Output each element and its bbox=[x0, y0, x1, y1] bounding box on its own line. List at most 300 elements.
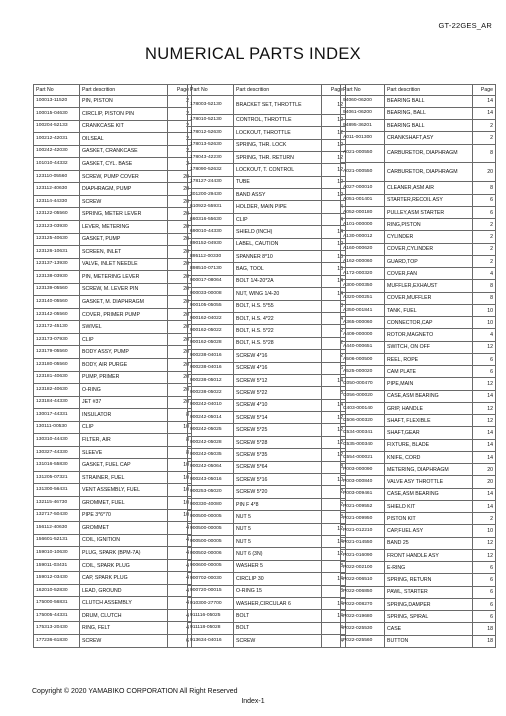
table-row bbox=[188, 560, 346, 572]
part-description: COIL, SPARK PLUG bbox=[80, 559, 168, 572]
part-description: BODY, AIR PURGE bbox=[80, 358, 168, 371]
part-number: 162010-52830 bbox=[34, 584, 80, 597]
part-number: 100242-42030 bbox=[34, 145, 80, 158]
part-number: 898510-07130 bbox=[188, 263, 234, 275]
part-description: GRIP, HANDLE bbox=[385, 402, 473, 414]
part-number: 123182-40630 bbox=[34, 384, 80, 397]
parts-table-3 bbox=[340, 84, 496, 648]
part-description: PAWL, STARTER bbox=[385, 586, 473, 598]
part-description: VALVE, INLET NEEDLE bbox=[80, 258, 168, 271]
part-description: BOLT, H.S. 4*22 bbox=[234, 312, 322, 324]
page-ref: 14 bbox=[322, 288, 346, 300]
header-description: Part descrition bbox=[385, 85, 473, 96]
part-number: A101-000000 bbox=[341, 219, 385, 231]
table-row bbox=[34, 609, 192, 622]
part-number: 900238-04016 bbox=[188, 362, 234, 374]
part-number: C535-000340 bbox=[341, 439, 385, 451]
table-row bbox=[341, 268, 496, 280]
table-row bbox=[341, 243, 496, 255]
table-row bbox=[341, 537, 496, 549]
table-row bbox=[188, 176, 346, 188]
page-ref: 12 bbox=[322, 164, 346, 176]
copyright-text: Copyright © 2020 YAMABIKO CORPORATION All Right Reserved bbox=[32, 688, 238, 695]
page-ref: 4 bbox=[322, 312, 346, 324]
page-ref: 2 bbox=[168, 145, 192, 158]
table-row bbox=[34, 308, 192, 321]
part-description: SCREW 5*25 bbox=[234, 424, 322, 436]
page-ref: 20 bbox=[168, 271, 192, 284]
page-ref: 4 bbox=[168, 597, 192, 610]
part-description: PULLEY,ASM STARTER bbox=[385, 206, 473, 218]
page-ref: 8 bbox=[168, 434, 192, 447]
table-row bbox=[188, 350, 346, 362]
part-description: INSULATOR bbox=[80, 409, 168, 422]
page-ref: 14 bbox=[473, 451, 496, 463]
part-description: GASKET, FUEL CAP bbox=[80, 459, 168, 472]
page-ref: 4 bbox=[322, 213, 346, 225]
part-description: BOLT bbox=[234, 622, 322, 634]
part-description: PIN, METERING LEVER bbox=[80, 271, 168, 284]
table-row bbox=[188, 251, 346, 263]
part-description: LEAD, GROUND bbox=[80, 584, 168, 597]
part-description: NUT, WING 1/4-20 bbox=[234, 288, 322, 300]
table-row bbox=[341, 549, 496, 561]
part-number: 900330-40080 bbox=[188, 498, 234, 510]
part-description: SCREW 4*16 bbox=[234, 362, 322, 374]
part-description: PIPE,MAIN bbox=[385, 378, 473, 390]
part-description: SWIVEL bbox=[80, 321, 168, 334]
page-ref: 8 bbox=[322, 461, 346, 473]
part-description: SCREW bbox=[80, 195, 168, 208]
page-ref: 2 bbox=[473, 120, 496, 132]
part-number: 123172-45130 bbox=[34, 321, 80, 334]
page-ref: 14 bbox=[473, 488, 496, 500]
part-number: P003-000090 bbox=[341, 464, 385, 476]
part-number: A011-001300 bbox=[341, 132, 385, 144]
part-description: STRAINER, FUEL bbox=[80, 471, 168, 484]
part-number: P021-012210 bbox=[341, 525, 385, 537]
page-ref: 4 bbox=[168, 547, 192, 560]
part-number: C506-000320 bbox=[341, 415, 385, 427]
page-ref: 20 bbox=[168, 246, 192, 259]
part-description: RING, FELT bbox=[80, 622, 168, 635]
part-description: CLIP bbox=[234, 213, 322, 225]
part-description: CIRCLIP, PISTON PIN bbox=[80, 108, 168, 121]
part-number: 178003-52130 bbox=[188, 95, 234, 114]
page-ref: 12 bbox=[473, 402, 496, 414]
table-row bbox=[188, 114, 346, 126]
part-number: P022-025530 bbox=[341, 623, 385, 635]
part-number: 177236-61830 bbox=[34, 635, 80, 648]
part-description: O-RING bbox=[80, 384, 168, 397]
part-number: 131300-56431 bbox=[34, 484, 80, 497]
page-ref: 10 bbox=[168, 509, 192, 522]
part-number: 178010-52130 bbox=[188, 114, 234, 126]
page-ref: 4 bbox=[473, 268, 496, 280]
part-number: 123142-05560 bbox=[34, 308, 80, 321]
page-ref: 14 bbox=[322, 536, 346, 548]
table-row bbox=[188, 201, 346, 213]
page-ref: 4 bbox=[322, 201, 346, 213]
table-row bbox=[341, 353, 496, 365]
part-description: LOCKOUT, T. CONTROL bbox=[234, 164, 322, 176]
page-ref: 8 bbox=[473, 182, 496, 194]
part-description: VALVE ASY THROTTLE bbox=[385, 476, 473, 488]
part-number: 900033-00008 bbox=[188, 288, 234, 300]
part-description: SCREEN, INLET bbox=[80, 246, 168, 259]
table-row bbox=[341, 206, 496, 218]
page-ref: 2 bbox=[473, 255, 496, 267]
page-ref: 14 bbox=[473, 390, 496, 402]
part-description: BODY ASSY, PUMP bbox=[80, 346, 168, 359]
table-row bbox=[34, 170, 192, 183]
table-row bbox=[341, 194, 496, 206]
part-description: REEL, ROPE bbox=[385, 353, 473, 365]
part-description: SPRING, RETURN bbox=[385, 574, 473, 586]
part-description: SCREW bbox=[234, 635, 322, 647]
table-row bbox=[341, 598, 496, 610]
part-description: TUBE bbox=[234, 176, 322, 188]
page-ref: 12 bbox=[473, 378, 496, 390]
table-row bbox=[34, 559, 192, 572]
part-number: 156112-40630 bbox=[34, 522, 80, 535]
part-number: 900162-05022 bbox=[188, 325, 234, 337]
part-description: SCREW bbox=[80, 635, 168, 648]
part-description: CAM PLATE bbox=[385, 366, 473, 378]
table-row bbox=[34, 133, 192, 146]
part-number: 123122-05560 bbox=[34, 208, 80, 221]
table-row bbox=[188, 226, 346, 238]
table-row bbox=[34, 622, 192, 635]
part-number: P022-002100 bbox=[341, 562, 385, 574]
table-row bbox=[34, 371, 192, 384]
part-number: 123112-40630 bbox=[34, 183, 80, 196]
table-row bbox=[188, 449, 346, 461]
part-description: BAG, TOOL bbox=[234, 263, 322, 275]
part-number: P003-009461 bbox=[341, 488, 385, 500]
part-number: 175005-44331 bbox=[34, 609, 80, 622]
page-ref: 20 bbox=[473, 476, 496, 488]
part-number: 156601-52131 bbox=[34, 534, 80, 547]
part-number: P022-025560 bbox=[341, 635, 385, 647]
part-number: 910300-27700 bbox=[188, 597, 234, 609]
page-ref: 14 bbox=[473, 439, 496, 451]
part-number: 900600-00005 bbox=[188, 560, 234, 572]
part-description: LOCKOUT, THROTTLE bbox=[234, 127, 322, 139]
table-row bbox=[341, 95, 496, 107]
header-description: Part descrition bbox=[80, 85, 168, 96]
part-number: 100013-11520 bbox=[34, 95, 80, 108]
part-description: MUFFLER,EXHAUST bbox=[385, 280, 473, 292]
part-number: C056-000020 bbox=[341, 390, 385, 402]
part-number: P022-006850 bbox=[341, 586, 385, 598]
table-row bbox=[341, 219, 496, 231]
part-number: 178090-52632 bbox=[188, 164, 234, 176]
page-ref: 8 bbox=[322, 300, 346, 312]
part-description: CARBURETOR, DIAPHRAGM bbox=[385, 163, 473, 182]
page-ref: 2 bbox=[322, 325, 346, 337]
table-row bbox=[188, 573, 346, 585]
page-ref: 2 bbox=[322, 350, 346, 362]
table-row bbox=[188, 263, 346, 275]
table-row bbox=[341, 464, 496, 476]
table-row bbox=[341, 132, 496, 144]
part-number: C554-000021 bbox=[341, 451, 385, 463]
part-number: 900242-05025 bbox=[188, 424, 234, 436]
page-ref: 2 bbox=[473, 219, 496, 231]
page-ref: 14 bbox=[322, 573, 346, 585]
part-description: CASE,ASM BEARING bbox=[385, 488, 473, 500]
table-row bbox=[34, 158, 192, 171]
table-row bbox=[34, 509, 192, 522]
page-number: Index-1 bbox=[241, 698, 265, 705]
part-description: LABEL, CAUTION bbox=[234, 238, 322, 250]
part-number: 900242-05035 bbox=[188, 449, 234, 461]
table-row bbox=[188, 312, 346, 324]
page-ref: 14 bbox=[473, 427, 496, 439]
part-description: BEARING, BALL bbox=[385, 107, 473, 119]
part-number: 911118-05028 bbox=[188, 622, 234, 634]
page-ref: 8 bbox=[322, 560, 346, 572]
table-row bbox=[341, 144, 496, 163]
part-number: P021-009950 bbox=[341, 513, 385, 525]
part-number: 900702-00030 bbox=[188, 573, 234, 585]
part-number: A350-001841 bbox=[341, 304, 385, 316]
part-description: BAND 25 bbox=[385, 537, 473, 549]
part-number: 123114-44330 bbox=[34, 195, 80, 208]
part-description: PIPE 3*6*70 bbox=[80, 509, 168, 522]
part-number: 178127-24430 bbox=[188, 176, 234, 188]
part-description: SCREW 5*35 bbox=[234, 449, 322, 461]
part-number: 159010-10630 bbox=[34, 547, 80, 560]
page-ref: 20 bbox=[168, 346, 192, 359]
table-row bbox=[188, 523, 346, 535]
table-row bbox=[188, 610, 346, 622]
part-number: 175000-56831 bbox=[34, 597, 80, 610]
page-ref: 6 bbox=[473, 598, 496, 610]
part-number: A051-001401 bbox=[341, 194, 385, 206]
table-row bbox=[34, 446, 192, 459]
part-number: 900242-04010 bbox=[188, 399, 234, 411]
table-row bbox=[341, 163, 496, 182]
page-ref: 10 bbox=[168, 471, 192, 484]
part-number: 900502-00006 bbox=[188, 548, 234, 560]
part-number: 900500-00005 bbox=[188, 536, 234, 548]
table-row bbox=[188, 498, 346, 510]
table-row bbox=[188, 151, 346, 163]
part-description: O-RING 15 bbox=[234, 585, 322, 597]
table-row bbox=[34, 120, 192, 133]
part-number: A160-000620 bbox=[341, 243, 385, 255]
part-description: HOLDER, MAIN PIPE bbox=[234, 201, 322, 213]
part-description: BOLT, H.S. 5*55 bbox=[234, 300, 322, 312]
table-row bbox=[34, 258, 192, 271]
page-ref: 8 bbox=[473, 292, 496, 304]
page-ref: 20 bbox=[168, 296, 192, 309]
part-description: BOLT, H.S. 5*22 bbox=[234, 325, 322, 337]
part-number: P022-008270 bbox=[341, 598, 385, 610]
part-number: A440-000651 bbox=[341, 341, 385, 353]
table-row bbox=[188, 597, 346, 609]
page-ref: 14 bbox=[473, 95, 496, 107]
part-description: SPANNER 8*10 bbox=[234, 251, 322, 263]
table-row bbox=[341, 476, 496, 488]
page-ref: 2 bbox=[168, 158, 192, 171]
table-row bbox=[188, 461, 346, 473]
part-number: 123125-40630 bbox=[34, 233, 80, 246]
table-row bbox=[188, 474, 346, 486]
page-ref: 6 bbox=[473, 562, 496, 574]
table-row bbox=[341, 120, 496, 132]
part-description: SCREW, PUMP COVER bbox=[80, 170, 168, 183]
part-number: A525-000020 bbox=[341, 366, 385, 378]
part-number: A409-000000 bbox=[341, 329, 385, 341]
part-description: SLEEVE bbox=[80, 446, 168, 459]
page-ref: 8 bbox=[168, 409, 192, 422]
part-number: 900242-05028 bbox=[188, 436, 234, 448]
table-row bbox=[341, 439, 496, 451]
page-ref: 4 bbox=[168, 584, 192, 597]
part-number: 900105-05055 bbox=[188, 300, 234, 312]
page-ref: 12 bbox=[322, 238, 346, 250]
header-page: Page bbox=[168, 85, 192, 96]
part-description: CLIP bbox=[80, 421, 168, 434]
part-number: 100015-04630 bbox=[34, 108, 80, 121]
page-ref: 2 bbox=[168, 108, 192, 121]
table-row bbox=[34, 459, 192, 472]
page-ref: 20 bbox=[168, 208, 192, 221]
part-description: GUARD,TOP bbox=[385, 255, 473, 267]
part-description: STARTER,RECOIL ASY bbox=[385, 194, 473, 206]
table-row bbox=[341, 513, 496, 525]
table-row bbox=[341, 525, 496, 537]
part-description: SHAFT,GEAR bbox=[385, 427, 473, 439]
part-description: BRACKET SET, THROTTLE bbox=[234, 95, 322, 114]
page-ref: 8 bbox=[322, 511, 346, 523]
page-ref: 20 bbox=[168, 233, 192, 246]
part-description: GASKET, CYL. BASE bbox=[80, 158, 168, 171]
part-number: 159011-03431 bbox=[34, 559, 80, 572]
table-row bbox=[34, 346, 192, 359]
part-description: COVER, PRIMER PUMP bbox=[80, 308, 168, 321]
part-description: DRUM, CLUTCH bbox=[80, 609, 168, 622]
page-ref: 4 bbox=[168, 609, 192, 622]
part-number: A300-000350 bbox=[341, 280, 385, 292]
page-ref: 18 bbox=[473, 623, 496, 635]
table-row bbox=[341, 231, 496, 243]
table-row bbox=[188, 127, 346, 139]
table-row bbox=[341, 586, 496, 598]
part-description: SCREW 5*16 bbox=[234, 474, 322, 486]
header-part-no: Part No bbox=[34, 85, 80, 96]
page-ref: 16 bbox=[322, 251, 346, 263]
part-number: 900243-05016 bbox=[188, 474, 234, 486]
page-ref: 20 bbox=[168, 321, 192, 334]
part-description: COVER,MUFFLER bbox=[385, 292, 473, 304]
part-number: 178013-52630 bbox=[188, 139, 234, 151]
page-ref: 12 bbox=[473, 537, 496, 549]
table-row bbox=[188, 238, 346, 250]
page-ref: 6 bbox=[473, 194, 496, 206]
part-description: GASKET, PUMP bbox=[80, 233, 168, 246]
part-description: SCREW 5*14 bbox=[234, 412, 322, 424]
part-number: 123181-40630 bbox=[34, 371, 80, 384]
part-description: OILSEAL bbox=[80, 133, 168, 146]
page-ref: 20 bbox=[473, 464, 496, 476]
part-number: 900238-05012 bbox=[188, 374, 234, 386]
page-ref: 12 bbox=[322, 424, 346, 436]
part-description: GROMMET bbox=[80, 522, 168, 535]
part-number: 900238-04016 bbox=[188, 350, 234, 362]
part-number: 123138-03930 bbox=[34, 271, 80, 284]
part-number: A052-000180 bbox=[341, 206, 385, 218]
page-ref: 14 bbox=[322, 610, 346, 622]
table-row bbox=[188, 511, 346, 523]
page-ref: 6 bbox=[168, 635, 192, 648]
page-ref: 8 bbox=[168, 446, 192, 459]
part-description: PIN F 4*8 bbox=[234, 498, 322, 510]
part-number: 100204-52133 bbox=[34, 120, 80, 133]
part-description: SPRING,DAMPER bbox=[385, 598, 473, 610]
part-number: A506-000500 bbox=[341, 353, 385, 365]
table-row bbox=[341, 366, 496, 378]
page-ref: 2 bbox=[322, 486, 346, 498]
table-row bbox=[341, 500, 496, 512]
page-ref: 20 bbox=[168, 396, 192, 409]
part-number: 301200-29430 bbox=[188, 189, 234, 201]
page-ref: 20 bbox=[168, 195, 192, 208]
part-description: NUT 5 bbox=[234, 523, 322, 535]
part-description: CASE bbox=[385, 623, 473, 635]
table-row bbox=[34, 572, 192, 585]
page-title: NUMERICAL PARTS INDEX bbox=[145, 45, 361, 63]
table-row bbox=[34, 95, 192, 108]
table-row bbox=[34, 208, 192, 221]
page-ref: 14 bbox=[322, 597, 346, 609]
page-ref: 2 bbox=[473, 243, 496, 255]
part-number: 900238-05022 bbox=[188, 387, 234, 399]
part-number: 895112-00330 bbox=[188, 251, 234, 263]
part-number: 178043-42230 bbox=[188, 151, 234, 163]
part-description: COVER,CYLINDER bbox=[385, 243, 473, 255]
part-description: PIN, PISTON bbox=[80, 95, 168, 108]
part-description: WASHER 5 bbox=[234, 560, 322, 572]
page-ref: 12 bbox=[322, 449, 346, 461]
table-row bbox=[34, 246, 192, 259]
table-row bbox=[341, 402, 496, 414]
page-ref: 10 bbox=[168, 421, 192, 434]
part-number: 132717-50430 bbox=[34, 509, 80, 522]
table-row bbox=[188, 362, 346, 374]
page-ref: 4 bbox=[168, 622, 192, 635]
part-description: CLUTCH ASSEMBLY bbox=[80, 597, 168, 610]
part-number: 900162-04022 bbox=[188, 312, 234, 324]
part-number: 690010-44330 bbox=[188, 226, 234, 238]
page-ref: 12 bbox=[322, 523, 346, 535]
part-number: 94060-06200 bbox=[341, 95, 385, 107]
table-row bbox=[34, 534, 192, 547]
page-ref: 8 bbox=[473, 144, 496, 163]
part-number: 159012-03430 bbox=[34, 572, 80, 585]
page-ref: 10 bbox=[473, 304, 496, 316]
part-number: P022-006510 bbox=[341, 574, 385, 586]
page-ref: 4 bbox=[322, 622, 346, 634]
table-row bbox=[34, 396, 192, 409]
page-ref: 4 bbox=[168, 534, 192, 547]
part-description: NUT 5 bbox=[234, 511, 322, 523]
part-number: 123123-03930 bbox=[34, 220, 80, 233]
part-description: CASE,ASM BEARING bbox=[385, 390, 473, 402]
